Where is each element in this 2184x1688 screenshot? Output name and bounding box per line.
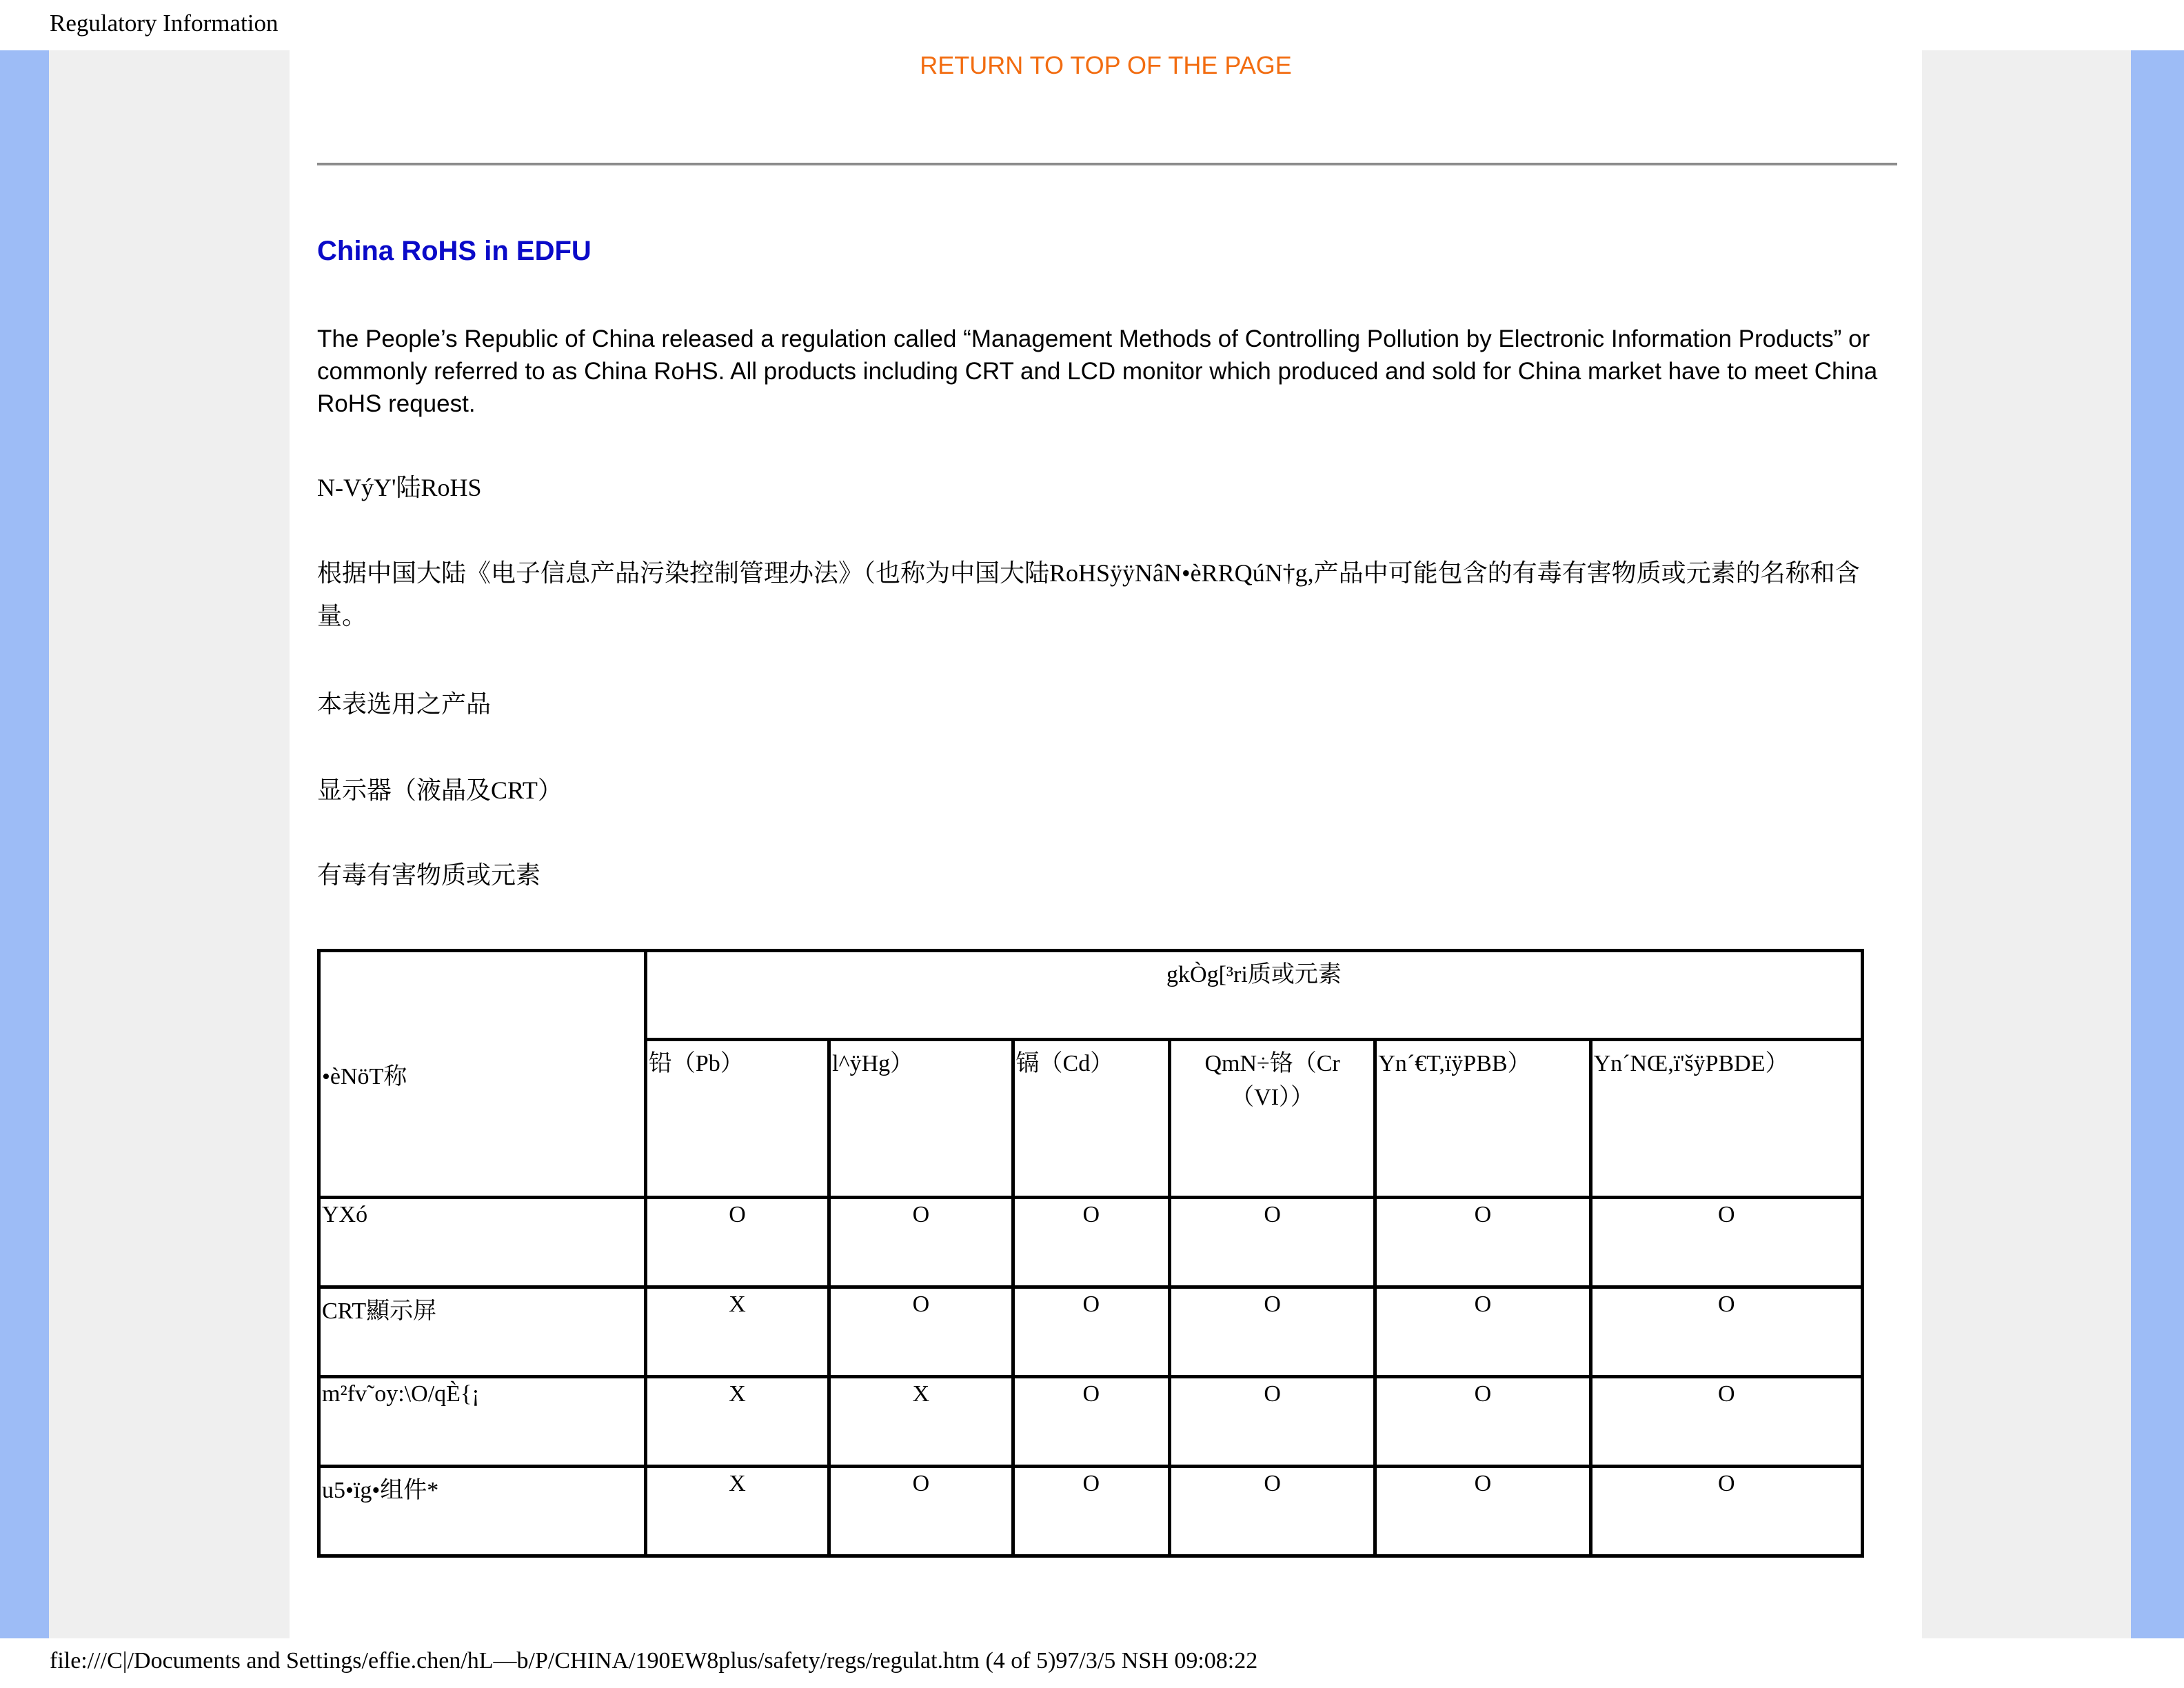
substances-label: 有毒有害物质或元素 (317, 861, 541, 889)
section-title: China RoHS in EDFU (317, 236, 592, 266)
right-border (2131, 50, 2184, 1638)
intro-paragraph: The People’s Republic of China released a regulation called “Management Methods of Controlling Pollution by Electronic Information Products” or commonly referred to as China RoHS. All products including CRT and LCD monitor which produced and sold for China market have to meet China RoHS request. (317, 325, 1878, 417)
left-margin (49, 50, 290, 1638)
substance-value: O (1590, 1377, 1862, 1467)
table-row (319, 1467, 1863, 1556)
page-header-title: Regulatory Information (50, 10, 279, 37)
applies-label: 本表选用之产品 (317, 690, 492, 718)
substance-value: X (645, 1287, 829, 1377)
substance-group-header: gkÒg[³ri质或元素 (645, 951, 1862, 1040)
substance-value: X (829, 1377, 1013, 1467)
cn-title: N-VýY'陆RoHS (317, 474, 482, 501)
substance-value: O (1590, 1467, 1862, 1556)
column-header: l^ÿHg） (829, 1040, 1013, 1198)
table-row (319, 1287, 1863, 1377)
divider (317, 163, 1897, 166)
part-name: CRT顯示屏 (319, 1287, 646, 1377)
substance-value: O (1590, 1287, 1862, 1377)
substance-value: O (1013, 1377, 1169, 1467)
column-header: Yn´€T,ïÿPBB） (1375, 1040, 1590, 1198)
substance-value: O (1375, 1198, 1590, 1287)
substance-value: O (1013, 1467, 1169, 1556)
return-to-top-link[interactable]: RETURN TO TOP OF THE PAGE (920, 51, 1292, 79)
part-name: m²fv˜oy:\O/qÈ{¡ (319, 1377, 646, 1467)
substance-value: O (645, 1198, 829, 1287)
left-border (0, 50, 49, 1638)
cn-paragraph: 根据中国大陆《电子信息产品污染控制管理办法》（也称为中国大陆RoHSÿÿNâN•èRRQúN†g,产品中可能包含的有毒有害物质或元素的名称和含量。 (317, 559, 1860, 630)
right-margin (1922, 50, 2131, 1638)
substance-value: O (1375, 1467, 1590, 1556)
substance-value: O (1170, 1287, 1375, 1377)
substance-value: O (1375, 1377, 1590, 1467)
part-name: YXó (319, 1198, 646, 1287)
table-row (319, 1198, 1863, 1287)
table-row (319, 1377, 1863, 1467)
substance-value: O (1170, 1377, 1375, 1467)
product-label: 显示器（液晶及CRT） (317, 776, 563, 804)
substance-value: X (645, 1377, 829, 1467)
substance-value: O (1013, 1287, 1169, 1377)
substance-value: O (1590, 1198, 1862, 1287)
substance-value: O (829, 1467, 1013, 1556)
substance-value: X (645, 1467, 829, 1556)
column-header: 铅（Pb） (645, 1040, 829, 1198)
substance-value: O (1375, 1287, 1590, 1377)
substance-value: O (829, 1198, 1013, 1287)
substance-value: O (1170, 1467, 1375, 1556)
column-header: 镉（Cd） (1013, 1040, 1169, 1198)
substance-value: O (1170, 1198, 1375, 1287)
substance-value: O (1013, 1198, 1169, 1287)
column-header: QmN÷铬（Cr（VI）） (1170, 1040, 1375, 1198)
part-name: u5•ïg•组件* (319, 1467, 646, 1556)
rohs-table (317, 949, 1864, 1558)
substance-value: O (829, 1287, 1013, 1377)
part-name-header: •èNöT称 (319, 951, 646, 1198)
file-path-footer: file:///C|/Documents and Settings/effie.chen/hL—b/P/CHINA/190EW8plus/safety/regs/regulat.htm (4 of 5)97/3/5 NSH 09:08:22 (50, 1648, 1258, 1674)
column-header: Yn´NŒ,ï'šÿPBDE） (1590, 1040, 1862, 1198)
